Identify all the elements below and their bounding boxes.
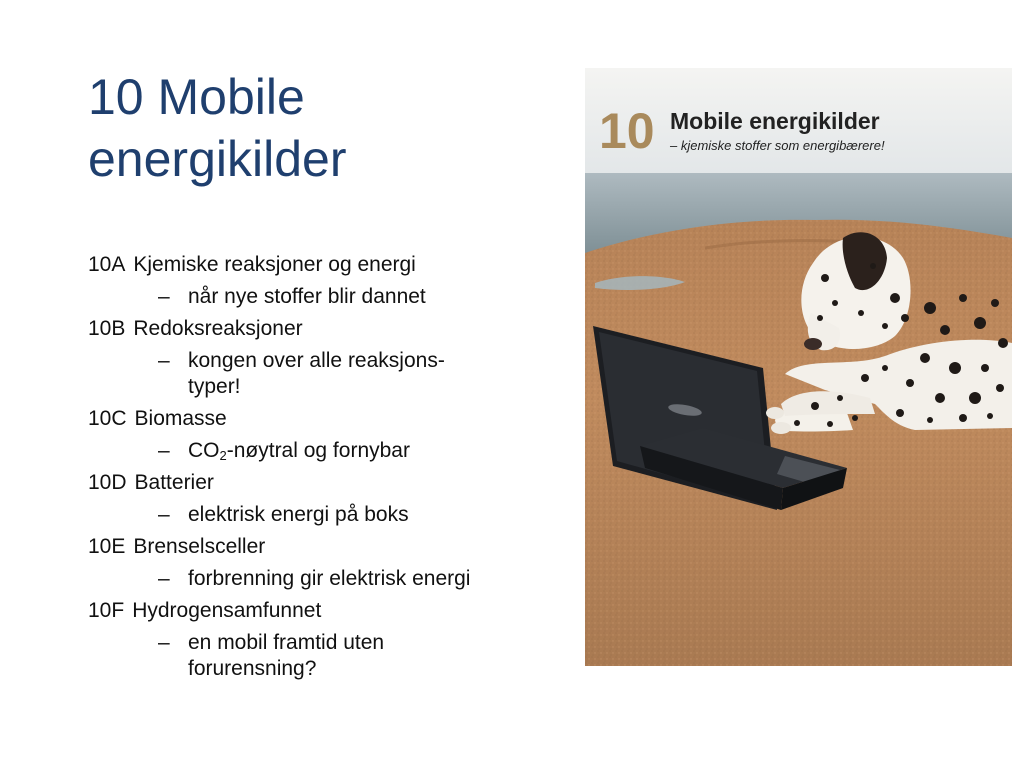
section-name: Biomasse xyxy=(134,407,227,430)
section-bullet xyxy=(88,438,558,464)
book-cover-image xyxy=(585,68,1012,666)
bullet-dash: – xyxy=(158,349,170,372)
section-name: Batterier xyxy=(134,471,214,494)
cover-chapter-number: 10 xyxy=(599,103,655,159)
section-bullet xyxy=(88,566,558,592)
section-bullet xyxy=(88,630,558,682)
slide-title xyxy=(88,66,548,190)
section-10d xyxy=(88,470,558,528)
section-10e xyxy=(88,534,558,592)
co2-subscript: 2 xyxy=(219,448,227,463)
section-heading xyxy=(88,406,558,432)
section-bullet xyxy=(88,284,558,310)
section-name: Kjemiske reaksjoner og energi xyxy=(133,253,416,276)
section-bullet xyxy=(88,348,558,400)
slide-title-line-2: energikilder xyxy=(88,131,347,187)
section-heading xyxy=(88,470,558,496)
section-10f xyxy=(88,598,558,682)
slide-title-line-1: 10 Mobile xyxy=(88,69,305,125)
cover-title: Mobile energikilder xyxy=(670,108,880,134)
bullet-text-line-2: typer! xyxy=(188,375,241,398)
cover-subtitle: – kjemiske stoffer som energibærere! xyxy=(670,138,885,153)
chapter-list xyxy=(88,252,558,688)
section-code: 10F xyxy=(88,599,125,622)
bullet-dash: – xyxy=(158,567,170,590)
section-code: 10E xyxy=(88,535,126,558)
bullet-dash: – xyxy=(158,439,170,462)
section-10c xyxy=(88,406,558,464)
bullet-dash: – xyxy=(158,503,170,526)
section-code: 10A xyxy=(88,253,126,276)
section-name: Brenselsceller xyxy=(133,535,266,558)
cover-title-block xyxy=(599,103,885,159)
co2-suffix: -nøytral og fornybar xyxy=(226,439,410,462)
bullet-text: når nye stoffer blir dannet xyxy=(188,285,426,308)
section-heading xyxy=(88,252,558,278)
section-10a xyxy=(88,252,558,310)
bullet-dash: – xyxy=(158,631,170,654)
bullet-text: elektrisk energi på boks xyxy=(188,503,409,526)
section-code: 10D xyxy=(88,471,127,494)
section-heading xyxy=(88,598,558,624)
section-10b xyxy=(88,316,558,400)
section-name: Hydrogensamfunnet xyxy=(132,599,322,622)
bullet-dash: – xyxy=(158,285,170,308)
bullet-text-line-1: en mobil framtid uten xyxy=(188,631,385,654)
bullet-text-line-2: forurensning? xyxy=(188,657,317,680)
section-code: 10C xyxy=(88,407,127,430)
section-heading xyxy=(88,316,558,342)
bullet-text: forbrenning gir elektrisk energi xyxy=(188,567,471,590)
bullet-text xyxy=(188,439,410,462)
section-name: Redoksreaksjoner xyxy=(133,317,303,340)
co2-prefix: CO xyxy=(188,439,220,462)
bullet-text-line-1: kongen over alle reaksjons- xyxy=(188,349,445,372)
section-code: 10B xyxy=(88,317,126,340)
section-heading xyxy=(88,534,558,560)
section-bullet xyxy=(88,502,558,528)
